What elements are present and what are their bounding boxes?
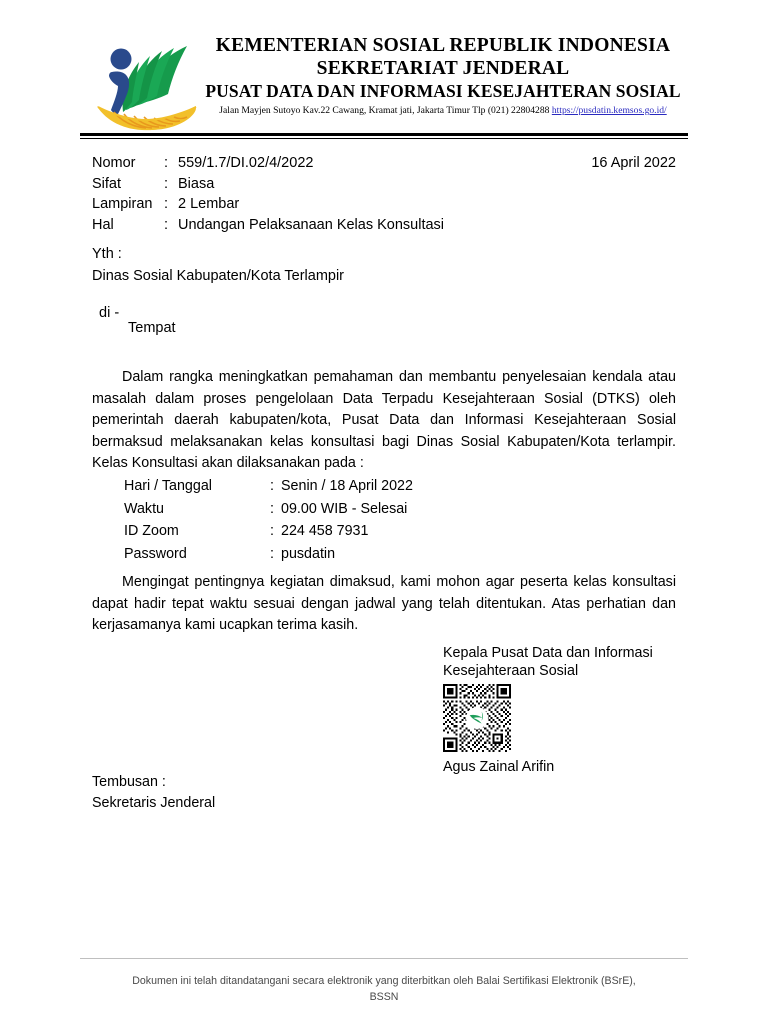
detail-label-hari-tanggal: Hari / Tanggal: [124, 478, 212, 494]
detail-colon-hari-tanggal: :: [270, 478, 274, 494]
detail-colon-waktu: :: [270, 500, 274, 517]
meta-value-hal: Undangan Pelaksanaan Kelas Konsultasi: [178, 216, 445, 233]
meta-colon-lampiran: :: [164, 196, 169, 212]
header-rule-thin: [80, 138, 688, 139]
detail-label-password: Password: [124, 545, 187, 562]
meta-label-lampiran: Lampiran: [92, 196, 153, 212]
meta-colon-hal: :: [164, 216, 169, 233]
letter-date: 16 April 2022: [591, 155, 676, 171]
letterhead: [80, 26, 688, 132]
detail-label-id-zoom: ID Zoom: [124, 523, 179, 539]
addressee-block: [92, 243, 344, 287]
meta-row-nomor: [92, 153, 444, 174]
letterhead-text: [198, 34, 688, 117]
bsre-green-logo-icon: [466, 707, 488, 729]
addressee-recipient: Dinas Sosial Kabupaten/Kota Terlampir: [92, 268, 345, 284]
detail-row-waktu: [124, 498, 413, 521]
meta-label-nomor: Nomor: [92, 155, 136, 171]
detail-colon-password: :: [270, 545, 274, 562]
signer-title-line-2: Kesejahteraan Sosial: [443, 663, 579, 679]
detail-row-password: [124, 543, 413, 566]
signer-name: Agus Zainal Arifin: [443, 759, 555, 775]
detail-row-id-zoom: [124, 520, 413, 543]
footer-line-1: Dokumen ini telah ditandatangani secara elektronik yang diterbitkan oleh Balai Sertifikasi Elektronik (BSrE),: [132, 975, 636, 987]
secretariat-name: SEKRETARIAT JENDERAL: [316, 58, 570, 79]
meta-row-lampiran: [92, 194, 444, 215]
kementerian-sosial-logo: [92, 32, 202, 132]
meta-value-nomor: 559/1.7/DI.02/4/2022: [178, 155, 314, 171]
body-paragraph-1: [92, 367, 676, 475]
detail-label-waktu: Waktu: [124, 500, 164, 517]
meta-row-sifat: [92, 174, 444, 195]
tembusan-block: [92, 772, 215, 814]
tembusan-label: Tembusan :: [92, 774, 166, 790]
addressee-tempat: Tempat: [128, 320, 176, 336]
detail-row-hari-tanggal: [124, 475, 413, 498]
detail-colon-id-zoom: :: [270, 523, 274, 539]
office-address: [198, 104, 688, 117]
header-rule-thick: [80, 133, 688, 136]
body-paragraph-2-text: Mengingat pentingnya kegiatan dimaksud, kami mohon agar peserta kelas konsultasi dapat hadir tepat waktu sesuai dengan jadwal yang telah ditentukan. Atas perhatian dan kerjasamanya kami ucapkan terima kasih.: [92, 574, 676, 633]
signature-block: [443, 644, 683, 777]
ministry-logo-icon: [92, 32, 202, 132]
website-link[interactable]: https://pusdatin.kemsos.go.id/: [551, 105, 667, 116]
meta-colon-sifat: :: [164, 175, 169, 192]
meta-value-lampiran: 2 Lembar: [178, 196, 240, 212]
electronic-signature-footer: [80, 973, 688, 1005]
tembusan-recipient: Sekretaris Jenderal: [92, 795, 216, 811]
detail-value-password[interactable]: pusdatin: [281, 545, 336, 562]
ministry-name: KEMENTERIAN SOSIAL REPUBLIK INDONESIA: [215, 35, 671, 56]
meta-label-sifat: Sifat: [92, 175, 122, 192]
body-paragraph-2: [92, 572, 676, 637]
signer-title-line-1: Kepala Pusat Data dan Informasi: [443, 645, 653, 661]
event-details-list: [124, 475, 413, 565]
meta-value-sifat: Biasa: [178, 175, 215, 192]
meta-label-hal: Hal: [92, 216, 114, 233]
body-paragraph-1-text: Dalam rangka meningkatkan pemahaman dan membantu penyelesaian kendala atau masalah dalam proses pengelolaan Data Terpadu Kesejahteraan Sosial (DTKS) oleh pemerintah daerah kabupaten/kota, Pusat Data dan Informasi Kesejahteraan Sosial bermaksud melaksanakan kelas konsultasi bagi Dinas Sosial Kabupaten/Kota terlampir. Kelas Konsultasi akan dilaksanakan pada :: [92, 369, 676, 471]
yth-label: Yth :: [92, 246, 122, 262]
unit-name: PUSAT DATA DAN INFORMASI KESEJAHTERAN SOSIAL: [205, 81, 681, 101]
meta-row-hal: [92, 215, 444, 236]
footer-line-2: BSSN: [369, 991, 399, 1003]
detail-value-id-zoom[interactable]: 224 458 7931: [281, 523, 369, 539]
electronic-signature-qr-code[interactable]: [443, 684, 511, 752]
addressee-di: di -: [99, 305, 120, 321]
address-text: Jalan Mayjen Sutoyo Kav.22 Cawang, Kramat jati, Jakarta Timur Tlp (021) 22804288: [219, 105, 552, 116]
letter-meta-block: [92, 153, 444, 235]
footer-rule: [80, 958, 688, 959]
detail-value-hari-tanggal: Senin / 18 April 2022: [281, 478, 413, 494]
meta-colon-nomor: :: [164, 155, 169, 171]
detail-value-waktu: 09.00 WIB - Selesai: [281, 500, 408, 517]
